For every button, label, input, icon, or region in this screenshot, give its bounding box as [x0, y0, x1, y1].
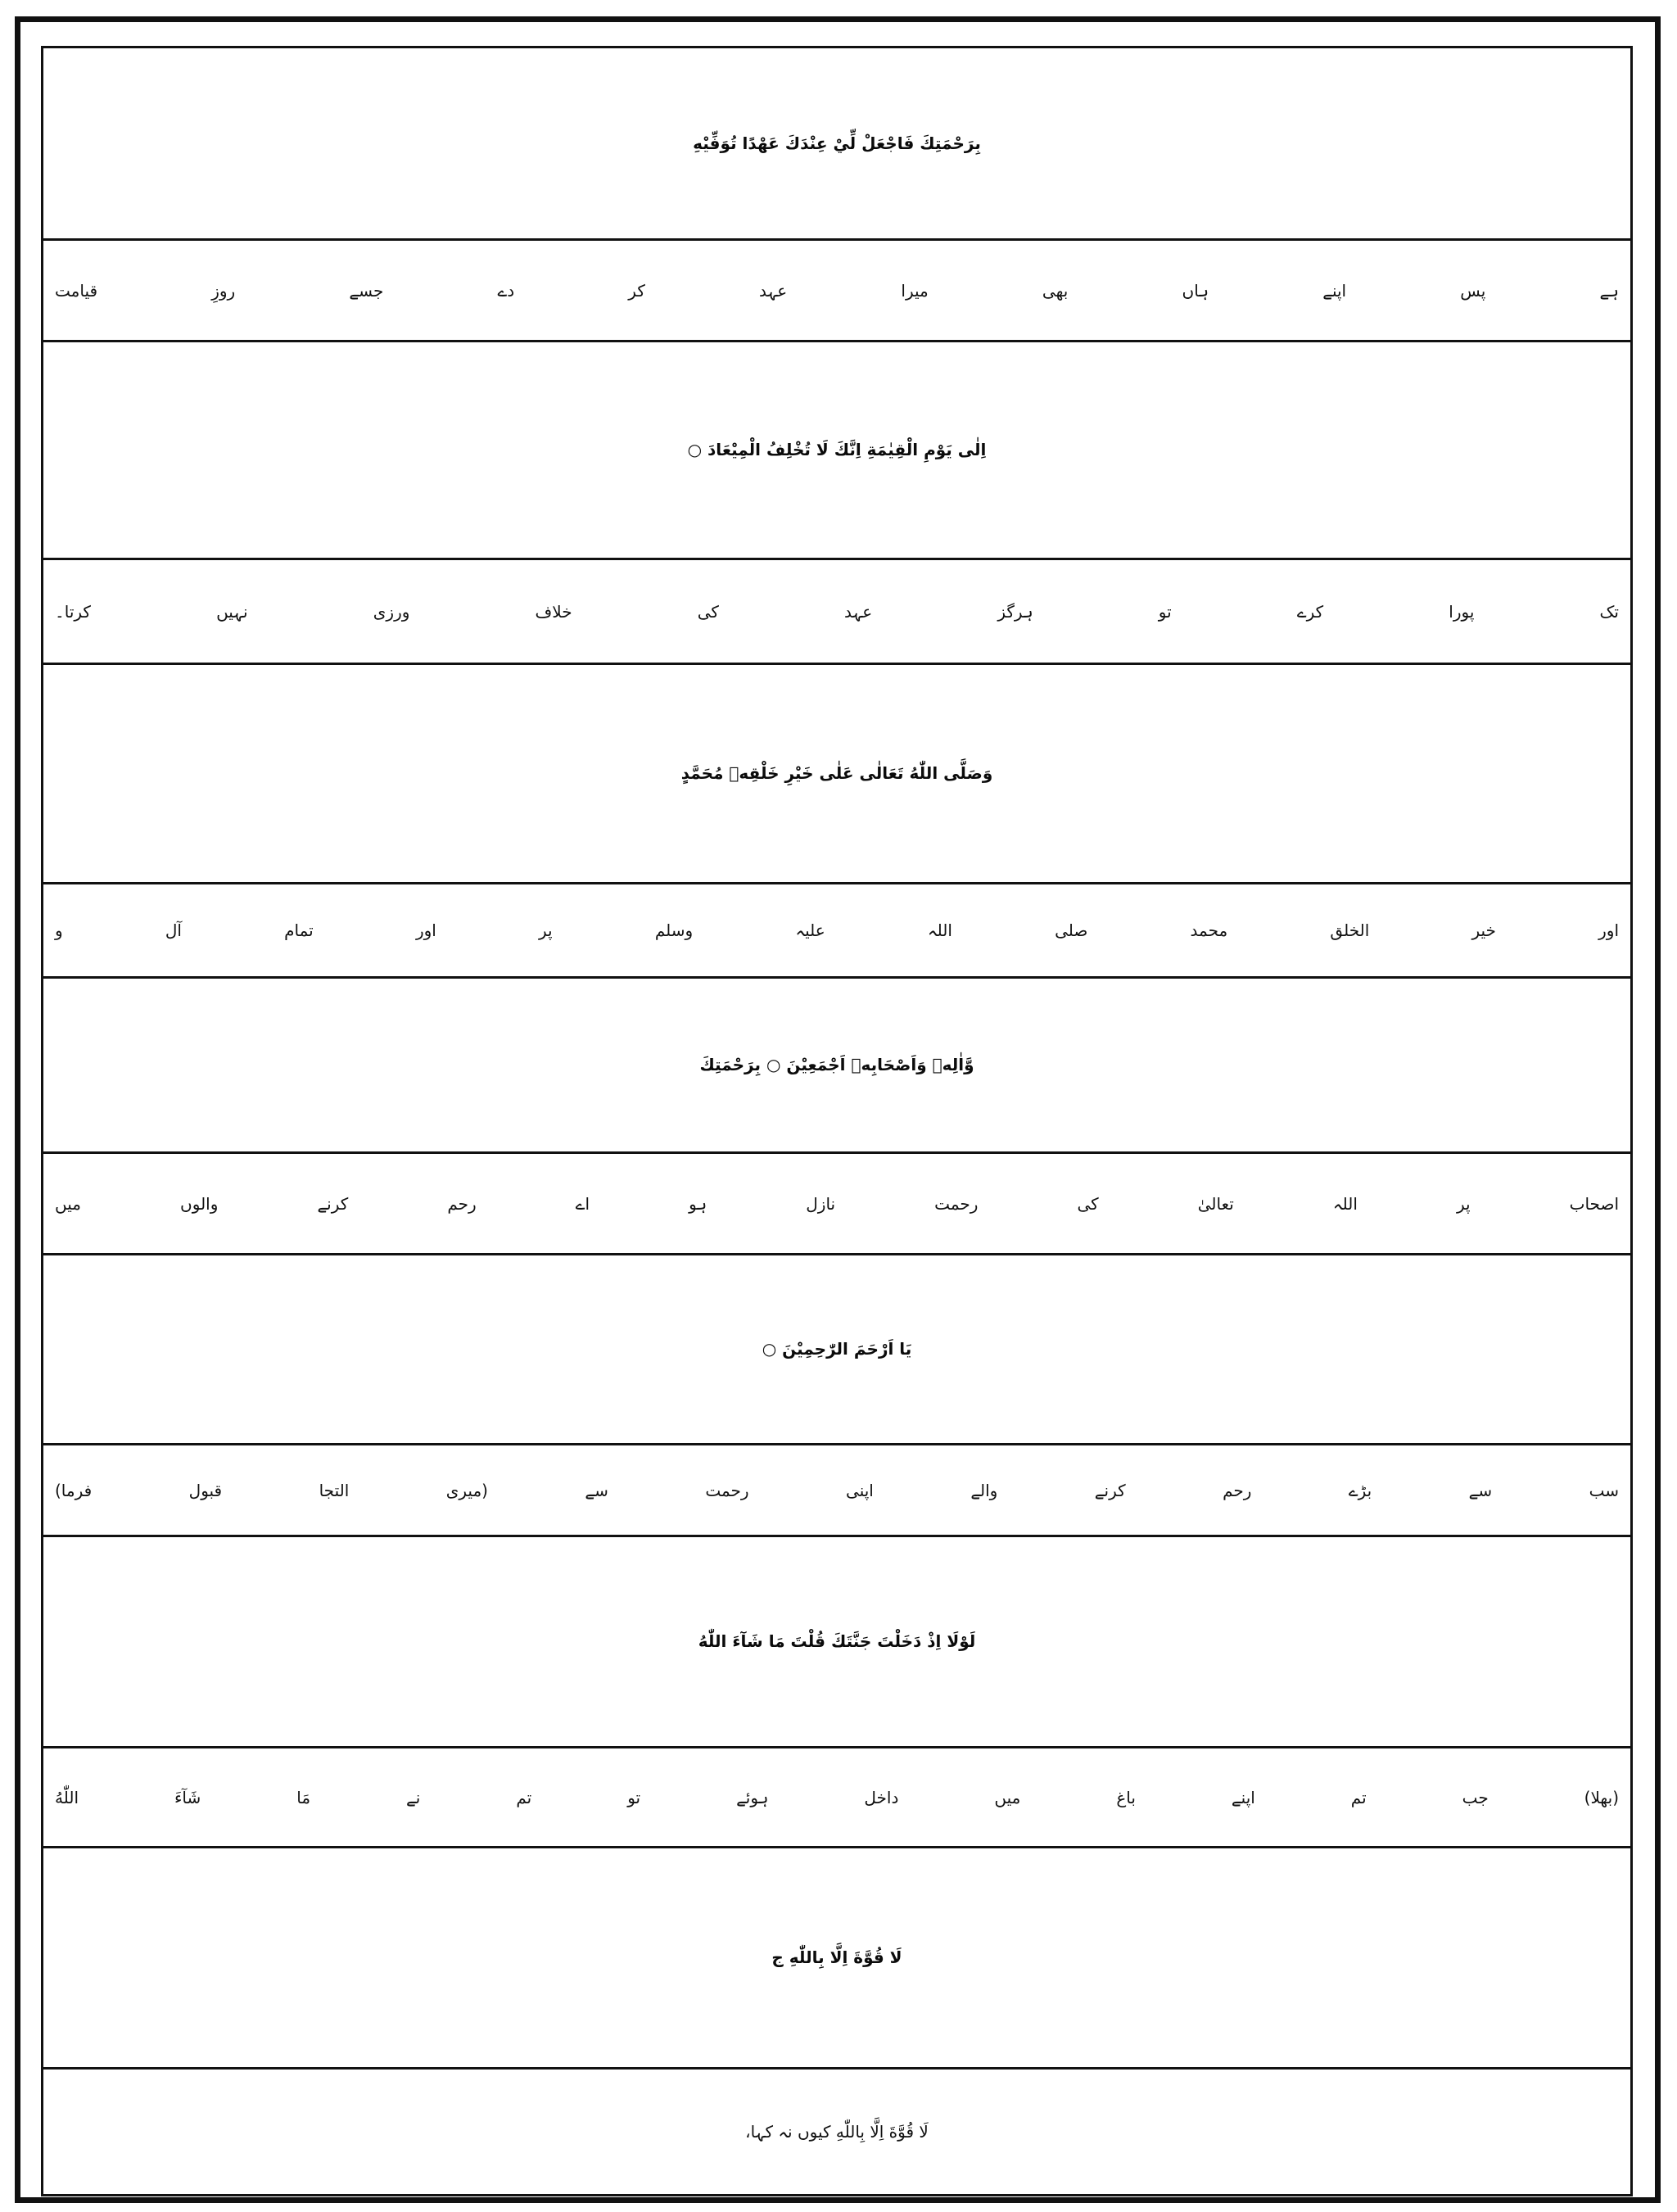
- urdu-translation: اصحاب پر اللہ تعالیٰ کی رحمت نازل ہو اے رحم کرنے والوں میں: [55, 1193, 1619, 1214]
- arabic-line-2: [43, 342, 1630, 560]
- arabic-text: يَا اَرْحَمَ الرّٰحِمِيْنَ ○: [762, 1339, 912, 1359]
- arabic-line-7: [43, 1848, 1630, 2070]
- urdu-line-7: [43, 2070, 1630, 2194]
- arabic-text: وَصَلَّى اللّٰهُ تَعَالٰى عَلٰى خَيْرِ خَلْقِهٖ مُحَمَّدٍ: [680, 763, 993, 783]
- urdu-line-1: [43, 241, 1630, 342]
- urdu-line-5: [43, 1445, 1630, 1537]
- urdu-line-4: [43, 1154, 1630, 1255]
- urdu-translation: سب سے بڑے رحم کرنے والے اپنی رحمت سے (میری التجا قبول فرما): [55, 1480, 1619, 1500]
- arabic-text: لَوْلَا اِذْ دَخَلْتَ جَنَّتَكَ قُلْتَ مَا شَآءَ اللّٰهُ: [698, 1631, 976, 1651]
- arabic-line-6: [43, 1537, 1630, 1748]
- arabic-line-1: [43, 48, 1630, 241]
- arabic-line-3: [43, 665, 1630, 884]
- urdu-translation: تک پورا کرے تو ہرگز عہد کی خلاف ورزی نہیں کرتا۔: [55, 601, 1619, 622]
- urdu-translation: (بھلا) جب تم اپنے باغ میں داخل ہوئے تو تم نے مَا شَآءَ اللّٰهُ: [55, 1787, 1619, 1807]
- arabic-line-5: [43, 1255, 1630, 1445]
- arabic-line-4: [43, 979, 1630, 1154]
- urdu-line-2: [43, 560, 1630, 665]
- urdu-line-3: [43, 884, 1630, 979]
- arabic-text: بِرَحْمَتِكَ فَاجْعَلْ لِّيْ عِنْدَكَ عَهْدًا تُوَفِّيْهِ: [693, 133, 981, 153]
- arabic-text: اِلٰى يَوْمِ الْقِيٰمَةِ اِنَّكَ لَا تُخْلِفُ الْمِيْعَادَ ○: [687, 440, 987, 459]
- urdu-line-6: [43, 1748, 1630, 1848]
- arabic-text: لَا قُوَّةَ اِلَّا بِاللّٰهِ ج: [771, 1947, 902, 1967]
- urdu-translation: اور خیر الخلق محمد صلی اللہ علیہ وسلم پر اور تمام آل و: [55, 921, 1619, 940]
- arabic-text: وَّاٰلِهٖ وَاَصْحَابِهٖ اَجْمَعِيْنَ ○ بِرَحْمَتِكَ: [699, 1055, 974, 1074]
- urdu-translation: لَا قُوَّةَ اِلَّا بِاللّٰهِ کیوں نہ کہا،: [745, 2122, 929, 2142]
- urdu-translation: ہے پس اپنے ہاں بھی میرا عہد کر دے جسے روزِ قیامت: [55, 280, 1619, 301]
